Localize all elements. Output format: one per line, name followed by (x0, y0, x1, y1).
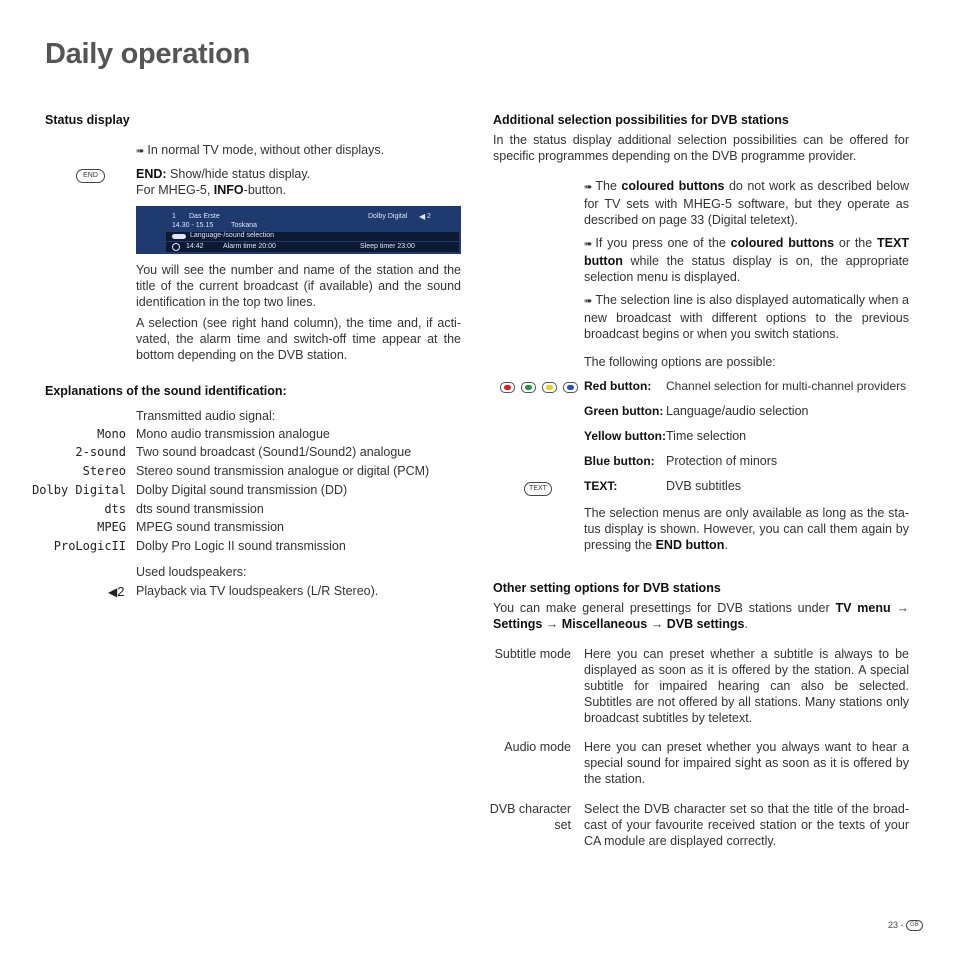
option-label: Green button: (584, 404, 664, 418)
sound-id-label: Mono (97, 427, 126, 441)
option-desc: Time selection (666, 429, 747, 443)
sound-id-desc: MPEG sound transmission (136, 520, 284, 534)
screen-row-times (166, 242, 459, 252)
sound-id-label: Stereo (82, 464, 126, 478)
green-button-icon (521, 382, 536, 393)
mheg-description: For MHEG-5, INFO-button. (136, 183, 287, 197)
sound-id-desc: dts sound transmission (136, 502, 264, 516)
speaker-icon: ◀ (108, 585, 118, 599)
option-label: Yellow button: (584, 429, 666, 443)
sound-id-label: 2-sound (75, 445, 126, 459)
screen-lang-selection: Language-/sound selection (190, 232, 275, 239)
arrow-right-icon: ➠ (584, 296, 593, 307)
option-desc: Channel selection for multi-channel providers (666, 379, 907, 393)
yellow-button-icon (542, 382, 557, 393)
sound-id-desc: Dolby Digital sound transmission (DD) (136, 483, 348, 497)
sound-id-desc: Dolby Pro Logic II sound transmission (136, 539, 346, 553)
audio-mode-label: Audio mode (504, 740, 571, 754)
speaker-desc: Playback via TV loudspeakers (L/R Stereo). (136, 584, 379, 598)
additional-bullet-1: ➠ The coloured buttons do not work as described below for TV sets with MHEG-5 software, but they operate as described on page 33 (Digital teletext). (584, 179, 909, 227)
subtitle-mode-text: Here you can preset whether a subtitle is always to be displayed as soon as it is offered by the station. A special subtitle for impaired hearing can also be selected. Subtitles are not offered by all stations. Many stations only broadcast subtitles by teletext. (584, 647, 909, 725)
end-key-icon: END (76, 169, 105, 183)
screen-row-selection (166, 232, 459, 241)
sound-id-label: ProLogicII (53, 539, 126, 553)
status-para-1: You will see the number and name of the station and the title of the current broadcast (if available) and the sound identification in the top two lines. (136, 263, 461, 309)
screen-clock: 14:42 (186, 243, 204, 250)
screen-title: Toskana (231, 222, 258, 229)
arrow-right-icon: ➠ (136, 146, 145, 157)
page-title: Daily operation (45, 38, 250, 70)
additional-bullet-3: ➠ The selection line is also displayed automatically when a new broadcast with different options to the previous broadcast begins or when you switch stations. (584, 293, 909, 341)
additional-bullet-2: ➠ If you press one of the coloured buttons or the TEXT button while the status display is on, the appropriate selection menu is displayed. (584, 236, 909, 284)
country-badge: GB (906, 920, 923, 931)
status-display-screen (136, 206, 461, 254)
speaker-icon: ◀ (419, 212, 426, 221)
option-label: Blue button: (584, 454, 655, 468)
charset-text: Select the DVB character set so that the title of the broad-cast of your favourite received station or the texts of your CA module are displayed correctly. (584, 802, 909, 848)
option-desc: DVB subtitles (666, 479, 742, 493)
blue-button-icon (563, 382, 578, 393)
arrow-right-icon: ➠ (584, 239, 593, 250)
screen-sound-id: Dolby Digital (368, 213, 408, 220)
status-display-heading: Status display (45, 113, 130, 127)
sound-id-label: Dolby Digital (32, 483, 126, 497)
following-options: The following options are possible: (584, 355, 776, 369)
status-bullet: ➠ In normal TV mode, without other displays. (136, 143, 385, 157)
screen-speaker: 2 (427, 213, 431, 220)
sound-id-desc: Mono audio transmission analogue (136, 427, 330, 441)
page-number: 23 - GB (888, 920, 923, 931)
subtitle-mode-label: Subtitle mode (494, 647, 571, 661)
additional-heading: Additional selection possibilities for DVB stations (493, 113, 789, 127)
arrow-right-icon: ➠ (584, 182, 593, 193)
screen-station-number: 1 (172, 213, 176, 220)
option-label: TEXT: (584, 479, 618, 493)
additional-intro: In the status display additional selection possibilities can be offered for specific programmes depending on the DVB programme provider. (493, 133, 909, 163)
sound-id-heading: Explanations of the sound identification: (45, 384, 287, 398)
sound-id-desc: Stereo sound transmission analogue or digital (PCM) (136, 464, 430, 478)
selection-menus-note: The selection menus are only available as long as the sta-tus display is shown. However, you can call them again by pressing the END button. (584, 506, 909, 552)
option-desc: Language/audio selection (666, 404, 809, 418)
screen-alarm: Alarm time 20:00 (223, 243, 276, 250)
clock-icon (172, 243, 180, 251)
screen-station-name: Das Erste (189, 213, 220, 220)
used-speakers-label: Used loudspeakers: (136, 565, 247, 579)
status-para-2: A selection (see right hand column), the time and, if acti-vated, the alarm time and switch-off time appear at the bottom depending on the DVB station. (136, 316, 461, 362)
speaker-label: ◀2 (108, 584, 125, 599)
sound-id-label: dts (104, 502, 126, 516)
text-key-icon: TEXT (524, 482, 552, 496)
sound-id-desc: Two sound broadcast (Sound1/Sound2) analogue (136, 445, 412, 459)
red-button-icon (500, 382, 515, 393)
other-heading: Other setting options for DVB stations (493, 581, 721, 595)
charset-label: DVB character set (489, 802, 571, 832)
end-description: END: Show/hide status display. (136, 167, 311, 181)
screen-time-range: 14.30 - 15.15 (172, 222, 214, 229)
option-desc: Protection of minors (666, 454, 778, 468)
audio-mode-text: Here you can preset whether you always want to hear a special sound for impaired sight as soon as it is offered by the station. (584, 740, 909, 786)
option-label: Red button: (584, 379, 652, 393)
other-intro: You can make general presettings for DVB stations under TV menu → Settings → Miscellaneous → DVB settings. (493, 601, 909, 631)
screen-button-icon (172, 234, 186, 239)
screen-sleep: Sleep timer 23:00 (360, 243, 415, 250)
sound-id-label: MPEG (97, 520, 126, 534)
transmitted-label: Transmitted audio signal: (136, 409, 276, 423)
